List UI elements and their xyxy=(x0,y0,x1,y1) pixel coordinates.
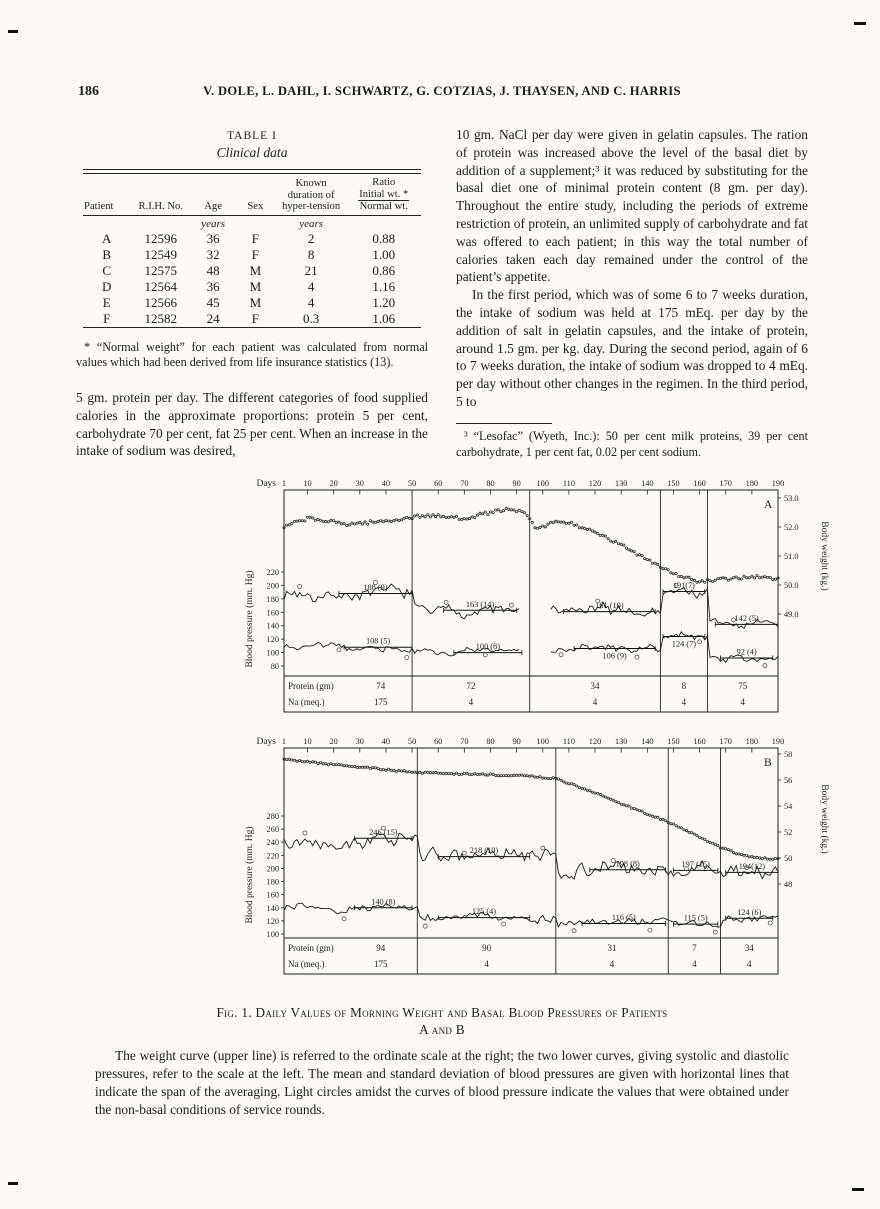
table-row xyxy=(83,263,421,279)
table-cell: 8 xyxy=(307,246,315,262)
table-row xyxy=(83,295,421,311)
svg-text:200: 200 xyxy=(266,581,279,591)
svg-text:220: 220 xyxy=(266,851,279,861)
table-cell: 1.06 xyxy=(372,310,396,326)
na-row-label: Na (meq.) xyxy=(288,697,325,708)
table-cell: 36 xyxy=(206,278,220,294)
left-paragraph: 5 gm. protein per day. The different categories of food supplied calories in the approximate proportions: protein 5 per cent, carbohydrate 70 per cent, fat 25 per cent. When an increase in the intake of sodium was desired, xyxy=(76,390,428,459)
mean-label: 194(12) xyxy=(738,862,766,872)
svg-text:4: 4 xyxy=(609,959,615,970)
svg-text:20: 20 xyxy=(329,479,338,489)
svg-text:140: 140 xyxy=(641,737,654,747)
table-cell: E xyxy=(102,294,111,310)
page-content xyxy=(76,84,829,1119)
table-cell: 0.86 xyxy=(372,262,396,278)
table-cell: 0.3 xyxy=(302,310,320,326)
svg-text:200: 200 xyxy=(266,864,279,874)
svg-text:110: 110 xyxy=(562,479,575,489)
svg-text:49.0: 49.0 xyxy=(784,610,799,620)
service-round-marker xyxy=(698,640,702,644)
figure-caption xyxy=(76,1004,808,1038)
mean-label: 188 (9) xyxy=(363,583,388,593)
left-column xyxy=(76,126,428,460)
table-cell: 36 xyxy=(206,230,220,246)
svg-text:50: 50 xyxy=(784,854,793,864)
mean-label: 140 (8) xyxy=(371,897,396,907)
svg-text:34: 34 xyxy=(744,943,754,954)
table-cell: M xyxy=(249,294,262,310)
service-round-marker xyxy=(337,648,341,652)
col-age: Age xyxy=(191,174,235,215)
service-round-marker xyxy=(763,664,767,668)
svg-text:60: 60 xyxy=(434,479,443,489)
figure-panel-a xyxy=(166,474,866,726)
caption-line-2: A and B xyxy=(419,1022,465,1038)
col-sex: Sex xyxy=(235,174,276,215)
table-label: TABLE I xyxy=(227,130,277,142)
figure-description: The weight curve (upper line) is referred to the ordinate scale at the right; the two lower curves, giving systolic and diastolic pressures, refer to the scale at the left. The mean and standard deviation of blood pressures are given with horizontal lines that indicate the span of the averaging. Light circles amidst the curves of blood pressure indicate the values that were obtained under the non-basal conditions of service rounds. xyxy=(95,1048,789,1118)
svg-text:160: 160 xyxy=(266,608,279,618)
table-cell: B xyxy=(102,246,112,262)
table-row xyxy=(83,279,421,295)
table-cell: A xyxy=(102,230,112,246)
svg-text:4: 4 xyxy=(484,959,489,970)
table-row xyxy=(83,247,421,263)
table-cell: M xyxy=(249,278,262,294)
svg-text:220: 220 xyxy=(266,568,279,578)
clinical-data-table-wrap xyxy=(83,169,421,328)
mean-label: 115 (5) xyxy=(683,914,708,924)
table-cell: 4 xyxy=(307,278,315,294)
svg-text:190: 190 xyxy=(771,737,785,747)
na-row-label: Na (meq.) xyxy=(288,959,325,970)
clinical-data-table xyxy=(83,174,421,328)
table-cell: 12564 xyxy=(144,278,177,294)
systolic-curve xyxy=(284,584,778,628)
mean-label: 108 (5) xyxy=(365,637,391,647)
service-round-marker xyxy=(559,653,563,657)
right-column xyxy=(456,126,808,460)
mean-label: 124 (6) xyxy=(737,908,762,918)
svg-text:180: 180 xyxy=(745,737,759,747)
protein-row-label: Protein (gm) xyxy=(288,943,334,954)
svg-text:60: 60 xyxy=(434,737,443,747)
svg-text:74: 74 xyxy=(376,681,386,692)
svg-text:160: 160 xyxy=(693,737,706,747)
table-cell: 12549 xyxy=(144,246,177,262)
service-round-marker xyxy=(541,846,545,850)
table-cell: 48 xyxy=(206,262,220,278)
unit-age: years xyxy=(201,217,226,230)
ratio-numerator: Initial wt. * xyxy=(359,188,409,200)
svg-text:170: 170 xyxy=(719,737,732,747)
col-rih-no: R.I.H. No. xyxy=(130,174,191,215)
footnote-3: ³ “Lesofac” (Wyeth, Inc.): 50 per cent milk proteins, 39 per cent carbohydrate, 1 per cent fat, 0.02 per cent sodium. xyxy=(456,428,808,459)
table-row xyxy=(83,311,421,328)
caption-line-1: Fig. 1. Daily Values of Morning Weight and Basal Blood Pressures of Patients xyxy=(216,1005,668,1021)
svg-text:190: 190 xyxy=(771,479,785,489)
mean-label: 106 (9) xyxy=(602,651,627,661)
svg-text:48: 48 xyxy=(784,880,793,890)
table-cell: 21 xyxy=(304,262,318,278)
left-axis-label: Blood pressure (mm. Hg) xyxy=(245,570,255,668)
svg-text:4: 4 xyxy=(740,697,745,708)
figure-panel-b xyxy=(166,732,866,988)
service-round-marker xyxy=(713,931,717,935)
svg-text:75: 75 xyxy=(738,681,748,692)
svg-text:4: 4 xyxy=(468,697,474,708)
svg-text:80: 80 xyxy=(486,737,495,747)
mean-label: 100 (8) xyxy=(475,642,500,652)
svg-text:130: 130 xyxy=(614,479,628,489)
svg-text:10: 10 xyxy=(303,737,312,747)
table-cell: F xyxy=(251,246,259,262)
table-title: Clinical data xyxy=(216,145,288,160)
svg-text:120: 120 xyxy=(266,917,279,927)
table-cell: 1.00 xyxy=(372,246,396,262)
service-round-marker xyxy=(462,851,466,855)
table-cell: F xyxy=(251,310,259,326)
svg-text:20: 20 xyxy=(329,737,338,747)
svg-text:160: 160 xyxy=(266,891,279,901)
page-header xyxy=(76,84,808,104)
service-round-marker xyxy=(444,601,448,605)
panel-letter: A xyxy=(764,499,773,512)
scan-mark xyxy=(852,1188,864,1191)
svg-text:120: 120 xyxy=(588,737,602,747)
service-round-marker xyxy=(648,928,652,932)
page-number: 186 xyxy=(78,84,99,99)
svg-text:90: 90 xyxy=(512,737,521,747)
svg-text:50: 50 xyxy=(407,737,417,747)
table-cell: 0.88 xyxy=(372,230,396,246)
svg-text:90: 90 xyxy=(482,943,492,954)
svg-text:260: 260 xyxy=(266,825,279,835)
svg-text:52.0: 52.0 xyxy=(784,523,799,533)
chart-panel-b xyxy=(166,732,866,988)
right-paragraph-1: 10 gm. NaCl per day were given in gelatin capsules. The ration of protein was increased above the level of the basal diet by addition of a supplement;³ it was reduced by substituting for the basal diet one of minimal protein content (8 gm. per day). Throughout the entire study, including the periods of extreme restriction of protein, an unlimited supply of carbohydrate and fat was offered to each patient; in this way the total number of calories taken each day remained under the control of the patient’s appetite. xyxy=(456,127,808,285)
svg-text:180: 180 xyxy=(266,595,279,605)
svg-text:140: 140 xyxy=(266,622,279,632)
table-cell: 12575 xyxy=(144,262,177,278)
chart-panel-a xyxy=(166,474,866,726)
panel-letter: B xyxy=(764,757,772,770)
mean-label: 161 (10) xyxy=(595,601,624,611)
svg-text:140: 140 xyxy=(266,904,279,914)
svg-text:180: 180 xyxy=(266,877,279,887)
svg-text:72: 72 xyxy=(466,681,476,692)
col-ratio xyxy=(347,174,421,215)
unit-row xyxy=(83,215,421,231)
x-axis-label: Days xyxy=(256,737,276,748)
svg-text:120: 120 xyxy=(266,635,279,645)
svg-text:150: 150 xyxy=(667,737,680,747)
svg-text:1: 1 xyxy=(281,737,287,747)
table-cell: 4 xyxy=(307,294,315,310)
table-header-row xyxy=(83,174,421,215)
scan-mark xyxy=(8,1182,18,1185)
mean-label: 246 (15) xyxy=(369,828,398,838)
svg-text:150: 150 xyxy=(667,479,680,489)
service-round-marker xyxy=(483,653,487,657)
table-cell: 12582 xyxy=(144,310,177,326)
svg-text:30: 30 xyxy=(355,737,364,747)
svg-text:240: 240 xyxy=(266,838,279,848)
svg-text:175: 175 xyxy=(373,697,388,708)
table-cell: 12596 xyxy=(144,230,177,246)
svg-text:110: 110 xyxy=(562,737,575,747)
svg-text:80: 80 xyxy=(270,662,279,672)
table-cell xyxy=(347,215,421,231)
svg-text:160: 160 xyxy=(693,479,706,489)
svg-text:34: 34 xyxy=(590,681,600,692)
table-cell: 1.16 xyxy=(372,278,396,294)
running-head: V. DOLE, L. DAHL, I. SCHWARTZ, G. COTZIAS, J. THAYSEN, AND C. HARRIS xyxy=(203,84,681,98)
table-cell: 12566 xyxy=(144,294,177,310)
service-round-marker xyxy=(768,921,772,925)
svg-text:56: 56 xyxy=(784,776,793,786)
unit-duration: years xyxy=(299,217,324,230)
svg-text:130: 130 xyxy=(614,737,628,747)
svg-text:58: 58 xyxy=(784,750,793,760)
svg-text:4: 4 xyxy=(746,959,752,970)
service-round-marker xyxy=(502,922,506,926)
svg-text:54: 54 xyxy=(784,802,793,812)
two-column-body xyxy=(76,126,808,460)
svg-text:280: 280 xyxy=(266,812,279,822)
table-body xyxy=(83,215,421,327)
svg-text:4: 4 xyxy=(592,697,598,708)
mean-label: 124 (7) xyxy=(671,639,697,649)
ratio-denominator: Normal wt. xyxy=(359,201,408,212)
svg-text:100: 100 xyxy=(266,930,279,940)
weight-curve xyxy=(283,758,779,860)
protein-row-label: Protein (gm) xyxy=(288,681,334,692)
svg-text:4: 4 xyxy=(681,697,687,708)
scan-mark xyxy=(854,22,866,25)
footnote-rule xyxy=(456,423,552,424)
x-axis-label: Days xyxy=(256,479,276,490)
mean-label: 191(7) xyxy=(672,581,695,591)
svg-text:40: 40 xyxy=(381,737,391,747)
table-cell xyxy=(83,215,130,231)
mean-label: 142 (5) xyxy=(734,614,759,624)
service-round-marker xyxy=(342,917,346,921)
svg-text:4: 4 xyxy=(692,959,697,970)
svg-text:52: 52 xyxy=(784,828,793,838)
svg-text:7: 7 xyxy=(692,943,697,954)
scan-mark xyxy=(8,30,18,33)
svg-text:50.0: 50.0 xyxy=(784,581,799,591)
svg-text:100: 100 xyxy=(536,479,549,489)
table-cell: M xyxy=(249,262,262,278)
svg-text:94: 94 xyxy=(376,943,386,954)
svg-text:51.0: 51.0 xyxy=(784,552,799,562)
left-axis-label: Blood pressure (mm. Hg) xyxy=(245,826,255,924)
mean-label: 92 (4) xyxy=(736,647,757,657)
mean-label: 197 (15) xyxy=(681,860,710,870)
svg-text:8: 8 xyxy=(681,681,687,692)
service-round-marker xyxy=(298,585,302,589)
table-cell: F xyxy=(251,230,259,246)
svg-text:180: 180 xyxy=(745,479,759,489)
right-axis-label: Body weight (kg.) xyxy=(819,784,829,855)
svg-text:90: 90 xyxy=(512,479,521,489)
col-patient: Patient xyxy=(83,174,130,215)
table-cell: D xyxy=(102,278,112,294)
ratio-label: Ratio xyxy=(372,177,396,188)
svg-text:70: 70 xyxy=(460,737,469,747)
svg-text:50: 50 xyxy=(407,479,417,489)
svg-text:53.0: 53.0 xyxy=(784,494,799,504)
svg-text:100: 100 xyxy=(536,737,549,747)
table-row xyxy=(83,231,421,247)
table-cell: 24 xyxy=(206,310,220,326)
mean-label: 116 (5) xyxy=(611,913,636,923)
svg-text:140: 140 xyxy=(641,479,654,489)
right-axis-label: Body weight (kg.) xyxy=(819,521,829,592)
service-round-marker xyxy=(572,929,576,933)
weight-curve xyxy=(283,508,779,584)
svg-text:30: 30 xyxy=(355,479,364,489)
mean-label: 163 (14) xyxy=(465,600,495,610)
svg-text:170: 170 xyxy=(719,479,732,489)
service-round-marker xyxy=(635,656,639,660)
service-round-marker xyxy=(405,656,409,660)
right-paragraph-2: In the first period, which was of some 6 to 7 weeks duration, the intake of sodium was held at 175 mEq. per day by the addition of salt in gelatin capsules, and the intake of protein, around 1.5 gm. per kg. day. During the second period, again of 6 to 7 weeks duration, the intake of sodium was dropped to 4 mEq. per day without other changes in the regimen. In the third period, 5 to xyxy=(456,287,808,409)
table-cell xyxy=(130,215,191,231)
mean-label: 198 (8) xyxy=(615,859,640,869)
table-cell xyxy=(235,215,276,231)
mean-label: 218 (10) xyxy=(469,846,499,856)
svg-text:100: 100 xyxy=(266,648,279,658)
table-cell: C xyxy=(102,262,112,278)
table-cell: F xyxy=(103,310,111,326)
svg-text:120: 120 xyxy=(588,479,602,489)
col-duration: Known duration of hyper-tension xyxy=(276,174,347,215)
table-cell: 32 xyxy=(206,246,220,262)
svg-text:175: 175 xyxy=(373,959,388,970)
table-cell: 1.20 xyxy=(372,294,396,310)
svg-text:40: 40 xyxy=(381,479,391,489)
service-round-marker xyxy=(423,925,427,929)
service-round-marker xyxy=(509,604,513,608)
svg-text:31: 31 xyxy=(607,943,617,954)
svg-text:70: 70 xyxy=(460,479,469,489)
svg-text:1: 1 xyxy=(281,479,287,489)
service-round-marker xyxy=(303,831,307,835)
figure-1 xyxy=(166,474,866,988)
table-cell: 2 xyxy=(307,230,315,246)
table-cell: 45 xyxy=(206,294,220,310)
svg-text:80: 80 xyxy=(486,479,495,489)
mean-label: 125 (4) xyxy=(471,907,497,917)
table-footnote: * “Normal weight” for each patient was calculated from normal values which had been derived from life insurance statistics (13). xyxy=(76,339,428,370)
svg-text:10: 10 xyxy=(303,479,312,489)
